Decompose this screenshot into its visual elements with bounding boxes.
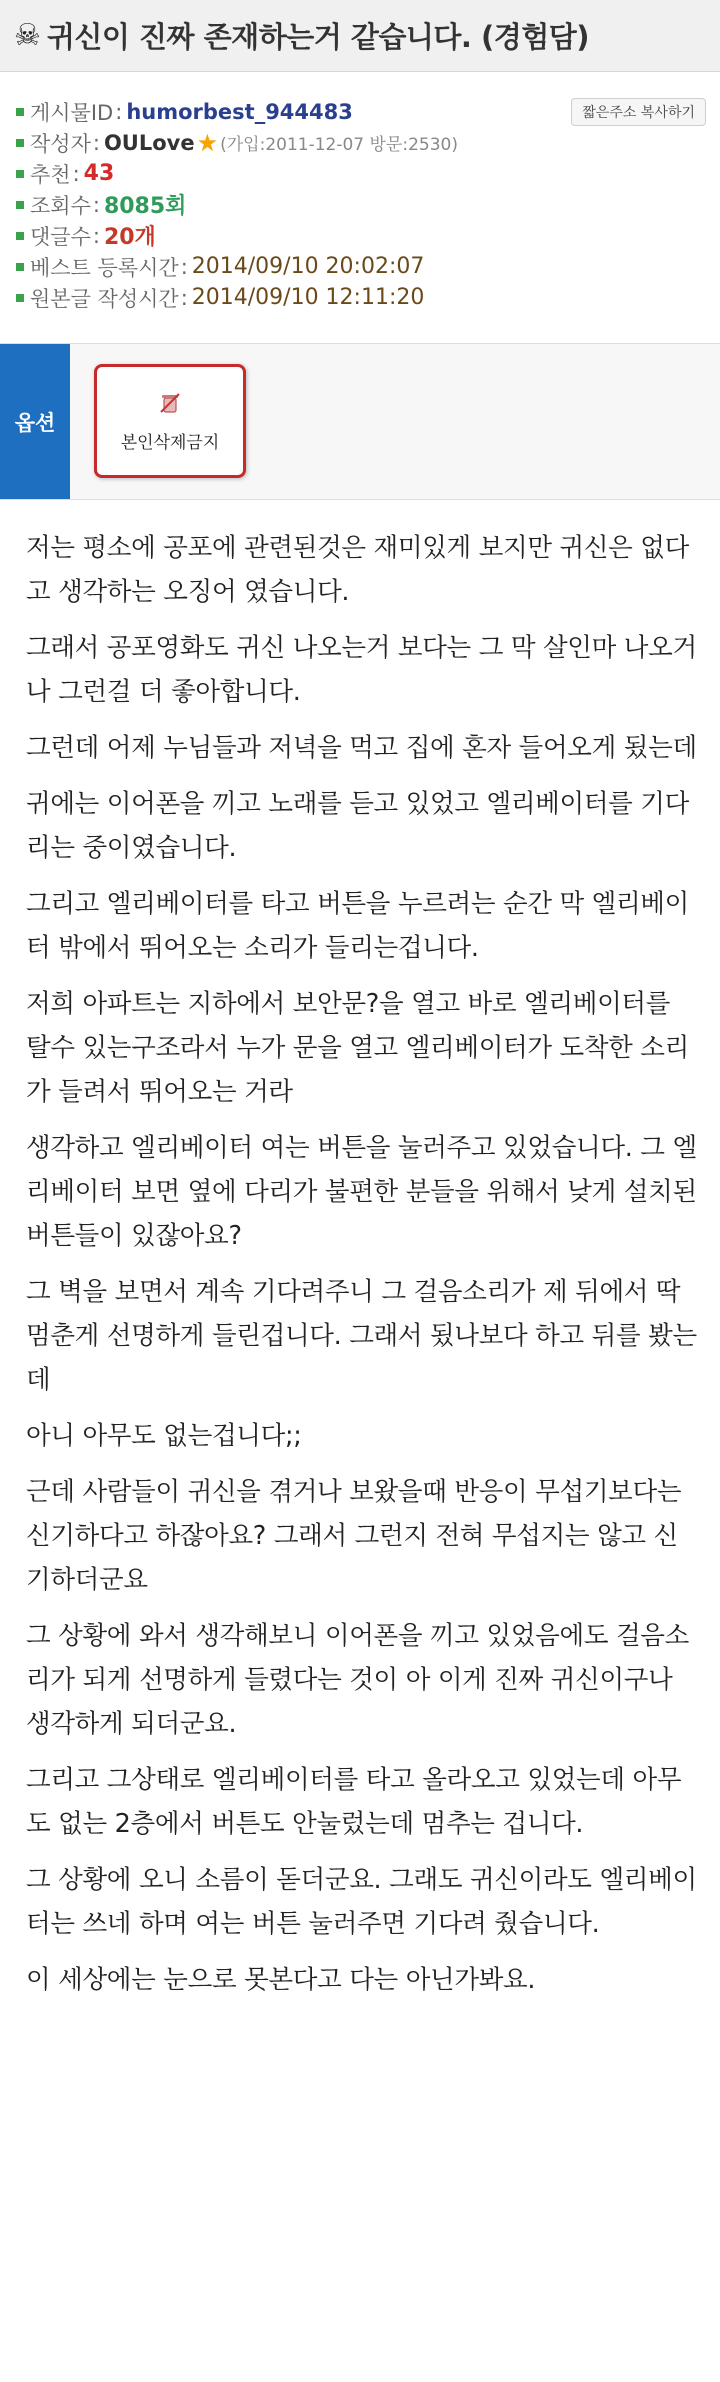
body-paragraph: 그리고 엘리베이터를 타고 버튼을 누르려는 순간 막 엘리베이터 밖에서 뛰어오는 소리가 들리는겁니다. xyxy=(26,889,689,963)
options-area xyxy=(70,344,720,499)
bullet-icon xyxy=(16,108,24,116)
no-delete-icon xyxy=(157,390,183,416)
body-paragraph: 근데 사람들이 귀신을 겪거나 보왔을때 반응이 무섭기보다는 신기하다고 하잖아요? 그래서 그런지 전혀 무섭지는 않고 신기하더군요 xyxy=(26,1477,682,1595)
options-bar xyxy=(0,344,720,500)
star-icon: ★ xyxy=(196,128,219,157)
body-paragraph: 귀에는 이어폰을 끼고 노래를 듣고 있었고 엘리베이터를 기다리는 중이였습니다. xyxy=(26,789,689,863)
meta-author: 작성자 : OULove ★ (가입:2011-12-07 방문:2530) xyxy=(16,127,720,158)
copy-short-url-button[interactable]: 짧은주소 복사하기 xyxy=(571,98,706,126)
body-paragraph: 아니 아무도 없는겁니다;; xyxy=(26,1421,302,1451)
meta-comments: 댓글수 : 20개 xyxy=(16,220,720,251)
views-count: 8085회 xyxy=(103,194,187,219)
body-paragraph: 그 벽을 보면서 계속 기다려주니 그 걸음소리가 제 뒤에서 딱 멈춘게 선명하게 들린겁니다. 그래서 됬나보다 하고 뒤를 봤는데 xyxy=(26,1277,697,1395)
body-paragraph: 생각하고 엘리베이터 여는 버튼을 눌러주고 있었습니다. 그 엘리베이터 보면 옆에 다리가 불편한 분들을 위해서 낮게 설치된 버튼들이 있잖아요? xyxy=(26,1133,697,1251)
meta-post-id: 게시물ID : humorbest_944483 xyxy=(16,96,720,127)
body-paragraph: 그런데 어제 누님들과 저녁을 먹고 집에 혼자 들어오게 됬는데 xyxy=(26,733,697,763)
orig-time-value: 2014/09/10 12:11:20 xyxy=(191,285,425,310)
no-self-delete-badge xyxy=(94,364,246,478)
options-label: 옵션 xyxy=(0,344,70,499)
bullet-icon xyxy=(16,263,24,271)
bullet-icon xyxy=(16,294,24,302)
body-paragraph: 이 세상에는 눈으로 못본다고 다는 아닌가봐요. xyxy=(26,1965,536,1995)
body-paragraph: 그리고 그상태로 엘리베이터를 타고 올라오고 있었는데 아무도 없는 2층에서 버튼도 안눌렀는데 멈추는 겁니다. xyxy=(26,1765,682,1839)
skull-icon: ☠ xyxy=(14,17,41,53)
author-name[interactable]: OULove xyxy=(103,130,195,155)
meta-views: 조회수 : 8085회 xyxy=(16,189,720,220)
post-title: 귀신이 진짜 존재하는거 같습니다. (경험담) xyxy=(46,20,590,54)
meta-recommend: 추천 : 43 xyxy=(16,158,720,189)
body-paragraph: 그 상황에 와서 생각해보니 이어폰을 끼고 있었음에도 걸음소리가 되게 선명하게 들렸다는 것이 아 이게 진짜 귀신이구나 생각하게 되더군요. xyxy=(26,1621,689,1739)
post-meta xyxy=(0,72,720,344)
body-paragraph: 저는 평소에 공포에 관련된것은 재미있게 보지만 귀신은 없다고 생각하는 오징어 였습니다. xyxy=(26,533,689,607)
meta-orig-time: 원본글 작성시간 : 2014/09/10 12:11:20 xyxy=(16,282,720,313)
meta-best-time: 베스트 등록시간 : 2014/09/10 20:02:07 xyxy=(16,251,720,282)
comments-count: 20개 xyxy=(103,225,156,250)
body-paragraph: 저희 아파트는 지하에서 보안문?을 열고 바로 엘리베이터를 탈수 있는구조라서 누가 문을 열고 엘리베이터가 도착한 소리가 들려서 뛰어오는 거라 xyxy=(26,989,689,1107)
body-paragraph: 그래서 공포영화도 귀신 나오는거 보다는 그 막 살인마 나오거나 그런걸 더 좋아합니다. xyxy=(26,633,697,707)
bullet-icon xyxy=(16,201,24,209)
recommend-count: 43 xyxy=(83,161,115,186)
bullet-icon xyxy=(16,139,24,147)
bullet-icon xyxy=(16,232,24,240)
best-time-value: 2014/09/10 20:02:07 xyxy=(191,254,425,279)
no-self-delete-label: 본인삭제금지 xyxy=(120,432,220,453)
post-title-bar xyxy=(0,0,720,72)
bullet-icon xyxy=(16,170,24,178)
author-info: (가입:2011-12-07 방문:2530) xyxy=(220,135,458,155)
post-body xyxy=(0,500,720,2002)
body-paragraph: 그 상황에 오니 소름이 돋더군요. 그래도 귀신이라도 엘리베이터는 쓰네 하며 여는 버튼 눌러주면 기다려 줬습니다. xyxy=(26,1865,697,1939)
post-id-value[interactable]: humorbest_944483 xyxy=(126,99,353,124)
